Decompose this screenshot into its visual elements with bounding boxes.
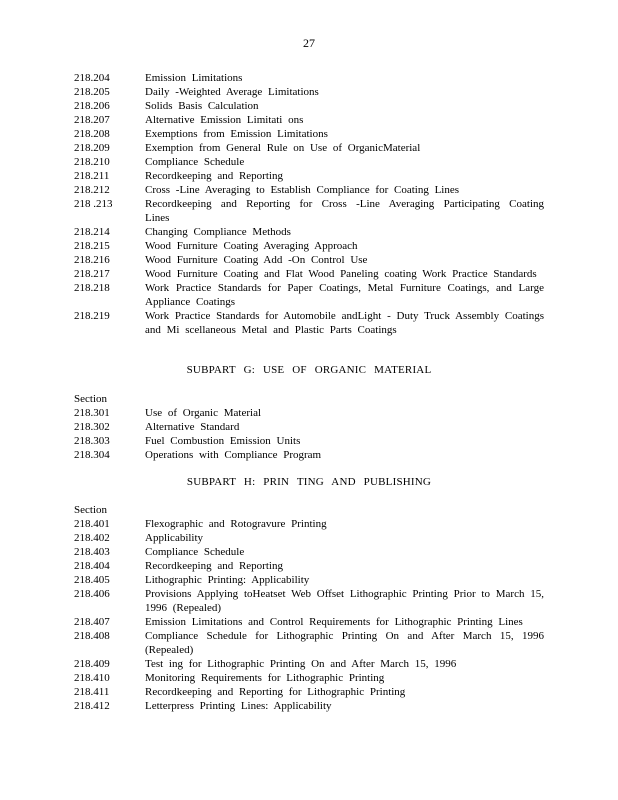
section-title: Recordkeeping and Reporting xyxy=(145,560,283,572)
section-title: Flexographic and Rotogravure Printing xyxy=(145,518,327,530)
section-title: Changing Compliance Methods xyxy=(145,226,291,238)
section-number: 218.408 xyxy=(74,630,110,642)
section-number: 218.208 xyxy=(74,128,110,140)
list-item xyxy=(74,615,544,629)
list-item xyxy=(74,629,544,657)
list-item xyxy=(74,239,544,253)
section-number: 218.206 xyxy=(74,100,110,112)
section-number: 218.410 xyxy=(74,672,110,684)
section-number: 218.407 xyxy=(74,616,110,628)
page-number: 27 xyxy=(303,36,315,50)
list-item xyxy=(74,113,544,127)
section-title: Recordkeeping and Reporting for Lithographic Printing xyxy=(145,686,406,698)
section-title: Compliance Schedule for Lithographic Printing On and After March 15, 1996 (Repealed) xyxy=(145,630,544,656)
section-number: 218.401 xyxy=(74,518,110,530)
list-item xyxy=(74,420,544,434)
section-title: Work Practice Standards for Paper Coatings, Metal Furniture Coatings, and Large Appliance Coatings xyxy=(145,282,544,308)
section-number: 218.205 xyxy=(74,86,110,98)
list-item xyxy=(74,434,544,448)
list-item xyxy=(74,531,544,545)
section-title: Wood Furniture Coating and Flat Wood Paneling coating Work Practice Standards xyxy=(145,268,537,280)
section-title: Fuel Combustion Emission Units xyxy=(145,435,301,447)
section-number: 218.219 xyxy=(74,310,110,322)
list-item xyxy=(74,141,544,155)
list-item xyxy=(74,517,544,531)
list-item xyxy=(74,671,544,685)
list-item xyxy=(74,699,544,713)
section-number: 218.404 xyxy=(74,560,110,572)
list-item xyxy=(74,545,544,559)
list-item xyxy=(74,99,544,113)
section-title: Monitoring Requirements for Lithographic Printing xyxy=(145,672,385,684)
section-title: Exemptions from Emission Limitations xyxy=(145,128,328,140)
section-title: Use of Organic Material xyxy=(145,407,262,419)
section-number: 218.215 xyxy=(74,240,110,252)
section-title: Alternative Standard xyxy=(145,421,240,433)
section-label: Section xyxy=(74,504,107,516)
list-item xyxy=(74,406,544,420)
list-item xyxy=(74,281,544,309)
subpart-h-heading: SUBPART H: PRIN TING AND PUBLISHING xyxy=(186,476,432,488)
section-title: Wood Furniture Coating Add -On Control Use xyxy=(145,254,368,266)
section-title: Provisions Applying toHeatset Web Offset Lithographic Printing Prior to March 15, 1996 (Repealed) xyxy=(145,588,544,614)
section-number: 218.406 xyxy=(74,588,110,600)
section-number: 218.212 xyxy=(74,184,110,196)
section-number: 218.209 xyxy=(74,142,110,154)
section-number: 218.303 xyxy=(74,435,110,447)
list-item xyxy=(74,183,544,197)
section-title: Letterpress Printing Lines: Applicability xyxy=(145,700,332,712)
section-title: Daily -Weighted Average Limitations xyxy=(145,86,319,98)
section-number: 218.217 xyxy=(74,268,110,280)
section-title: Emission Limitations and Control Requirements for Lithographic Printing Lines xyxy=(145,616,523,628)
list-item xyxy=(74,587,544,615)
section-title: Recordkeeping and Reporting for Cross -Line Averaging Participating Coating Lines xyxy=(145,198,544,224)
section-title: Cross -Line Averaging to Establish Compliance for Coating Lines xyxy=(145,184,460,196)
section-title: Test ing for Lithographic Printing On and After March 15, 1996 xyxy=(145,658,457,670)
section-number: 218.402 xyxy=(74,532,110,544)
list-item xyxy=(74,253,544,267)
section-number: 218.302 xyxy=(74,421,110,433)
list-item xyxy=(74,685,544,699)
section-number: 218.218 xyxy=(74,282,110,294)
section-number: 218.304 xyxy=(74,449,110,461)
list-item xyxy=(74,71,544,85)
section-number: 218.211 xyxy=(74,170,110,182)
section-number: 218.403 xyxy=(74,546,110,558)
section-title: Compliance Schedule xyxy=(145,156,245,168)
section-title: Operations with Compliance Program xyxy=(145,449,322,461)
section-list-subpart-g xyxy=(74,392,544,462)
list-item xyxy=(74,85,544,99)
section-number: 218.214 xyxy=(74,226,110,238)
section-title: Alternative Emission Limitati ons xyxy=(145,114,304,126)
section-number: 218.210 xyxy=(74,156,110,168)
section-number: 218.412 xyxy=(74,700,110,712)
section-number: 218.301 xyxy=(74,407,110,419)
list-item xyxy=(74,127,544,141)
list-item xyxy=(74,309,544,337)
section-title: Applicability xyxy=(145,532,204,544)
section-number: 218.207 xyxy=(74,114,110,126)
section-number: 218 .213 xyxy=(74,198,113,210)
section-title: Emission Limitations xyxy=(145,72,243,84)
section-title: Compliance Schedule xyxy=(145,546,245,558)
section-title: Recordkeeping and Reporting xyxy=(145,170,283,182)
list-item xyxy=(74,155,544,169)
list-item xyxy=(74,225,544,239)
section-title: Wood Furniture Coating Averaging Approach xyxy=(145,240,358,252)
section-number: 218.216 xyxy=(74,254,110,266)
section-list-subpart-f xyxy=(74,71,544,337)
list-item xyxy=(74,197,544,225)
section-number: 218.411 xyxy=(74,686,110,698)
list-item xyxy=(74,657,544,671)
list-item xyxy=(74,573,544,587)
list-item xyxy=(74,448,544,462)
subpart-g-heading: SUBPART G: USE OF ORGANIC MATERIAL xyxy=(186,364,432,376)
section-label: Section xyxy=(74,393,107,405)
list-item xyxy=(74,169,544,183)
list-item xyxy=(74,267,544,281)
section-title: Exemption from General Rule on Use of OrganicMaterial xyxy=(145,142,421,154)
section-list-subpart-h xyxy=(74,503,544,713)
section-title: Lithographic Printing: Applicability xyxy=(145,574,310,586)
section-number: 218.405 xyxy=(74,574,110,586)
section-number: 218.204 xyxy=(74,72,110,84)
section-title: Work Practice Standards for Automobile andLight - Duty Truck Assembly Coatings and Mi scellaneous Metal and Plastic Parts Coatings xyxy=(145,310,544,336)
section-number: 218.409 xyxy=(74,658,110,670)
list-item xyxy=(74,559,544,573)
section-title: Solids Basis Calculation xyxy=(145,100,259,112)
